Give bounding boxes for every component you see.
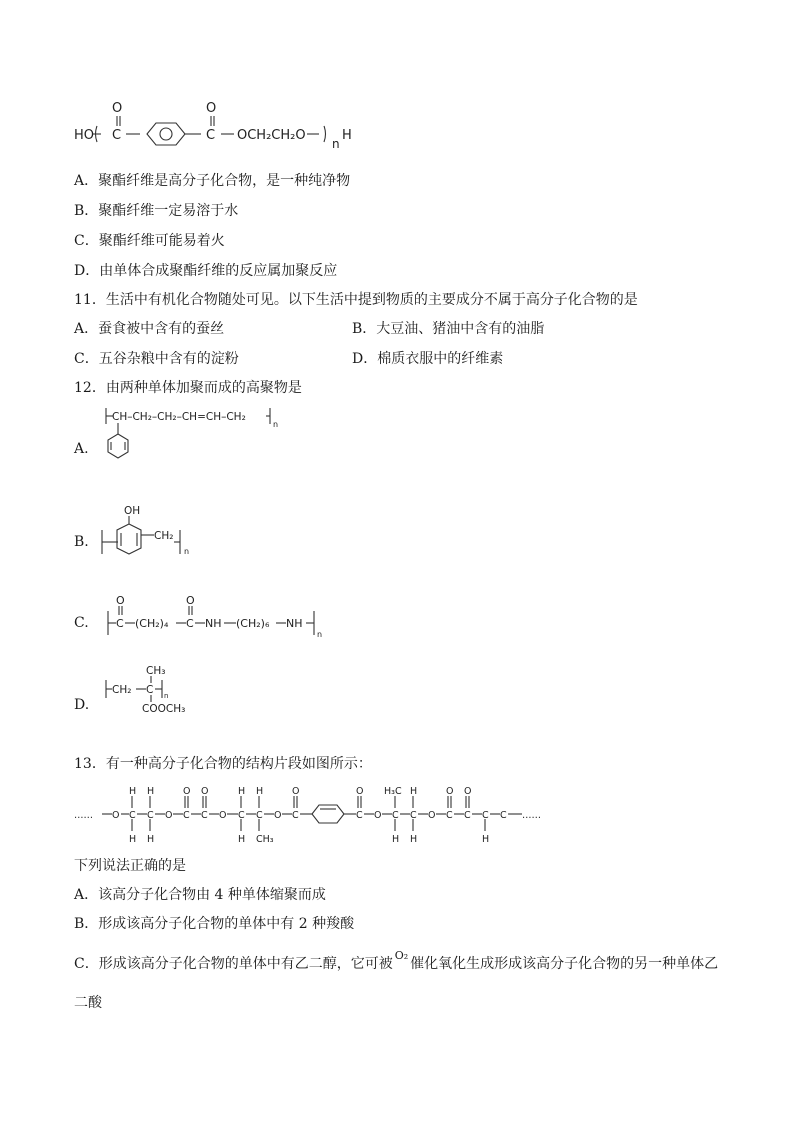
svg-text:C: C — [116, 617, 124, 630]
q13-stem: 13．有一种高分子化合物的结构片段如图所示： — [74, 756, 372, 772]
q12-option-c-formula — [104, 593, 324, 641]
q13-option-c — [74, 949, 719, 974]
q13-option-c-continued: 二酸 — [74, 995, 102, 1011]
svg-text:CH₂: CH₂ — [154, 530, 174, 542]
q13-option-c-text-2: 催化氧化生成形成该高分子化合物的另一种单体乙 — [410, 956, 719, 972]
svg-text:H: H — [129, 834, 137, 845]
svg-text:O: O — [428, 810, 436, 821]
svg-text:C: C — [146, 684, 154, 696]
svg-text:O: O — [201, 786, 209, 797]
svg-text:HO: HO — [74, 128, 95, 143]
q10-option-d: D．由单体合成聚酯纤维的反应属加聚反应 — [74, 263, 338, 279]
q11-option-b: B．大豆油、猪油中含有的油脂 — [352, 321, 545, 337]
svg-text:C: C — [201, 810, 208, 821]
svg-text:O: O — [219, 810, 227, 821]
q13-question: 下列说法正确的是 — [74, 858, 186, 874]
q12-option-a-formula — [98, 404, 298, 470]
svg-text:C: C — [186, 617, 194, 630]
svg-text:CH–CH₂–CH₂–CH=CH–CH₂: CH–CH₂–CH₂–CH=CH–CH₂ — [112, 411, 246, 423]
svg-text:O: O — [374, 810, 382, 821]
svg-text:n: n — [164, 692, 169, 700]
svg-text:C: C — [256, 810, 263, 821]
svg-text:……: …… — [74, 810, 93, 821]
svg-text:C: C — [482, 810, 489, 821]
q12-option-c-label: C. — [74, 615, 89, 631]
svg-text:H: H — [129, 786, 137, 797]
svg-text:(CH₂)₆: (CH₂)₆ — [236, 617, 270, 630]
svg-text:C: C — [147, 810, 154, 821]
q12-option-b-label: B. — [74, 534, 89, 550]
q10-option-b: B．聚酯纤维一定易溶于水 — [74, 203, 239, 219]
svg-text:C: C — [112, 128, 122, 143]
svg-text:C: C — [206, 128, 216, 143]
svg-text:O: O — [446, 786, 454, 797]
svg-text:(CH₂)₄: (CH₂)₄ — [135, 617, 169, 630]
svg-text:H: H — [147, 786, 155, 797]
q13-option-c-text-1: C．形成该高分子化合物的单体中有乙二醇，它可被 — [74, 956, 393, 972]
q12-stem: 12．由两种单体加聚而成的高聚物是 — [74, 380, 302, 396]
q13-option-a: A．该高分子化合物由 4 种单体缩聚而成 — [74, 887, 326, 903]
polyester-formula — [70, 96, 370, 158]
svg-text:H: H — [238, 786, 246, 797]
svg-text:n: n — [184, 547, 190, 556]
svg-text:CH₃: CH₃ — [256, 834, 274, 845]
svg-text:C: C — [356, 810, 363, 821]
svg-text:OCH₂CH₂O: OCH₂CH₂O — [237, 128, 306, 143]
q13-option-b: B．形成该高分子化合物的单体中有 2 种羧酸 — [74, 916, 355, 932]
svg-text:COOCH₃: COOCH₃ — [142, 703, 186, 715]
svg-text:C: C — [500, 810, 507, 821]
svg-text:n: n — [317, 630, 323, 639]
q12-option-d-label: D. — [74, 697, 90, 713]
svg-text:H: H — [392, 834, 400, 845]
svg-text:CH₂: CH₂ — [112, 684, 132, 696]
svg-text:O: O — [356, 786, 364, 797]
svg-text:O: O — [464, 786, 472, 797]
svg-text:O: O — [186, 594, 195, 607]
svg-text:H: H — [238, 834, 246, 845]
svg-text:H: H — [482, 834, 490, 845]
svg-text:O: O — [292, 786, 300, 797]
svg-text:O: O — [183, 786, 191, 797]
q13-polymer-structure — [72, 782, 572, 848]
svg-text:H: H — [342, 128, 352, 143]
svg-text:C: C — [464, 810, 471, 821]
svg-text:n: n — [332, 137, 340, 151]
svg-text:C: C — [292, 810, 299, 821]
svg-text:C: C — [446, 810, 453, 821]
q10-option-c: C．聚酯纤维可能易着火 — [74, 233, 225, 249]
svg-text:H₃C: H₃C — [384, 786, 402, 797]
svg-text:O: O — [274, 810, 282, 821]
svg-text:H: H — [410, 786, 418, 797]
svg-text:C: C — [183, 810, 190, 821]
svg-text:NH: NH — [286, 617, 303, 630]
q11-option-d: D．棉质衣服中的纤维素 — [352, 351, 504, 367]
svg-text:O: O — [112, 810, 120, 821]
svg-text:……: …… — [522, 810, 541, 821]
svg-text:H: H — [256, 786, 264, 797]
svg-text:C: C — [392, 810, 399, 821]
q12-option-d-formula — [100, 662, 210, 720]
svg-text:CH₃: CH₃ — [146, 665, 166, 677]
svg-text:O: O — [206, 101, 217, 116]
svg-text:O: O — [112, 101, 123, 116]
svg-text:O: O — [165, 810, 173, 821]
svg-text:O: O — [116, 594, 125, 607]
svg-text:NH: NH — [205, 617, 222, 630]
q11-stem: 11．生活中有机化合物随处可见。以下生活中提到物质的主要成分不属于高分子化合物的是 — [74, 292, 638, 308]
svg-text:n: n — [273, 420, 279, 429]
svg-text:H: H — [410, 834, 418, 845]
svg-text:C: C — [238, 810, 245, 821]
svg-text:OH: OH — [124, 505, 141, 517]
q12-option-b-formula — [96, 502, 206, 562]
o2-formula: O₂ — [394, 949, 409, 962]
svg-text:H: H — [147, 834, 155, 845]
q12-option-a-label: A. — [74, 441, 89, 457]
q10-option-a: A．聚酯纤维是高分子化合物，是一种纯净物 — [74, 173, 351, 189]
q11-option-c: C．五谷杂粮中含有的淀粉 — [74, 351, 239, 367]
svg-text:C: C — [410, 810, 417, 821]
q11-option-a: A．蚕食被中含有的蚕丝 — [74, 321, 225, 337]
svg-text:C: C — [129, 810, 136, 821]
